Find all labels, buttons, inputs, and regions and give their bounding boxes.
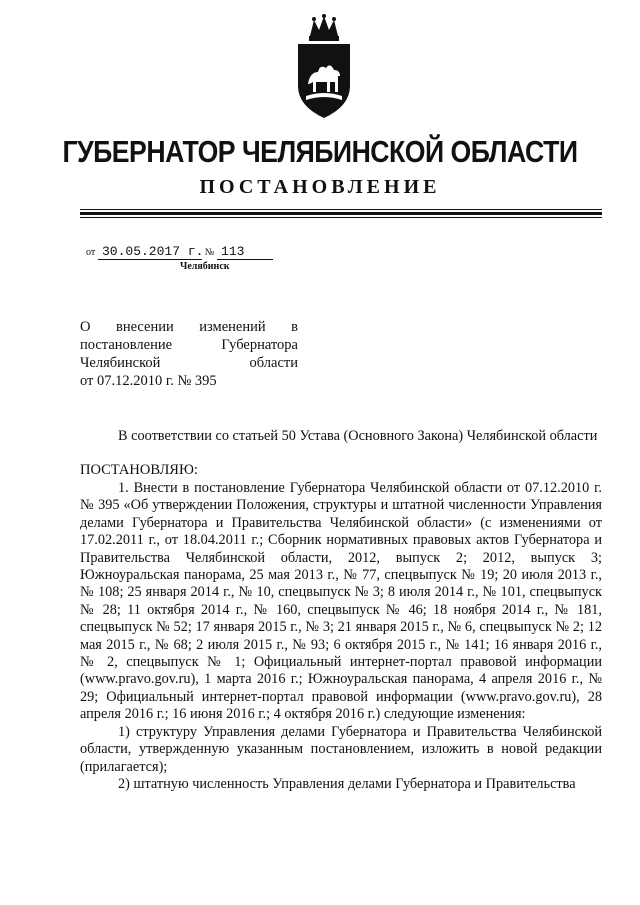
- subject-line: Челябинской области: [80, 355, 298, 371]
- number-value: 113: [217, 245, 273, 260]
- paragraph-point-1: 1. Внести в постановление Губернатора Челябинской области от 07.12.2010 г. № 395 «Об утверждении Положения, структуры и штатной численности Управления делами Губернатора и Правительства Челябинской области» (с изменениями от 17.02.2011 г., от 18.04.2011 г.; Сборник нормативных правовых актов Губернатора и Правительства Челябинской области, 2012, выпуск 2; 2012, выпуск 3; Южноуральская панорама, 25 мая 2013 г., № 77, спецвыпуск № 19; 20 июля 2013 г., № 108; 25 января 2014 г., № 10, спецвыпуск № 3; 8 июля 2014 г., № 101, спецвыпуск № 28; 11 октября 2014 г., № 160, спецвыпуск № 46; 18 ноября 2014 г., № 181, спецвыпуск № 52; 17 января 2015 г., № 3; 21 января 2015 г., № 6, спецвыпуск № 2; 12 мая 2015 г., № 68; 2 июля 2015 г., № 93; 6 октября 2015 г., № 141; 16 января 2016 г., № 2, спецвыпуск № 1; Официальный интернет-портал правовой информации (www.pravo.gov.ru), 1 марта 2016 г.; Южноуральская панорама, 4 апреля 2016 г., № 29; Официальный интернет-портал правовой информации (www.pravo.gov.ru), 28 апреля 2016 г.; 16 июня 2016 г.; 4 октября 2016 г.) следующие изменения:: [80, 480, 602, 723]
- date-value: 30.05.2017 г.: [98, 245, 202, 260]
- subject-line: постановление Губернатора: [80, 337, 298, 353]
- decree-word: ПОСТАНОВЛЯЮ:: [80, 462, 198, 478]
- governor-title: ГУБЕРНАТОР ЧЕЛЯБИНСКОЙ ОБЛАСТИ: [62, 134, 578, 169]
- number-label: №: [204, 247, 215, 258]
- document-type: ПОСТАНОВЛЕНИЕ: [199, 176, 441, 198]
- document-subject: [80, 318, 298, 390]
- header-divider-top: [80, 209, 602, 210]
- subject-line: О внесении изменений в: [80, 319, 298, 335]
- subject-line: от 07.12.2010 г. № 395: [80, 373, 217, 389]
- date-number-line: [86, 245, 273, 260]
- coat-of-arms-icon: [296, 14, 352, 120]
- paragraph-point-1-2: 2) штатную численность Управления делами Губернатора и Правительства: [118, 775, 576, 792]
- header-divider-bottom: [80, 217, 602, 218]
- main-text: [80, 480, 602, 793]
- paragraph-point-1-1: 1) структуру Управления делами Губернатора и Правительства Челябинской области, утвержденную указанным постановлением, изложить в новой редакции (прилагается);: [80, 723, 602, 775]
- date-label: от: [86, 247, 96, 258]
- city: Челябинск: [180, 261, 230, 272]
- intro-paragraph: В соответствии со статьей 50 Устава (Основного Закона) Челябинской области: [118, 428, 598, 444]
- header-divider-thick: [80, 212, 602, 215]
